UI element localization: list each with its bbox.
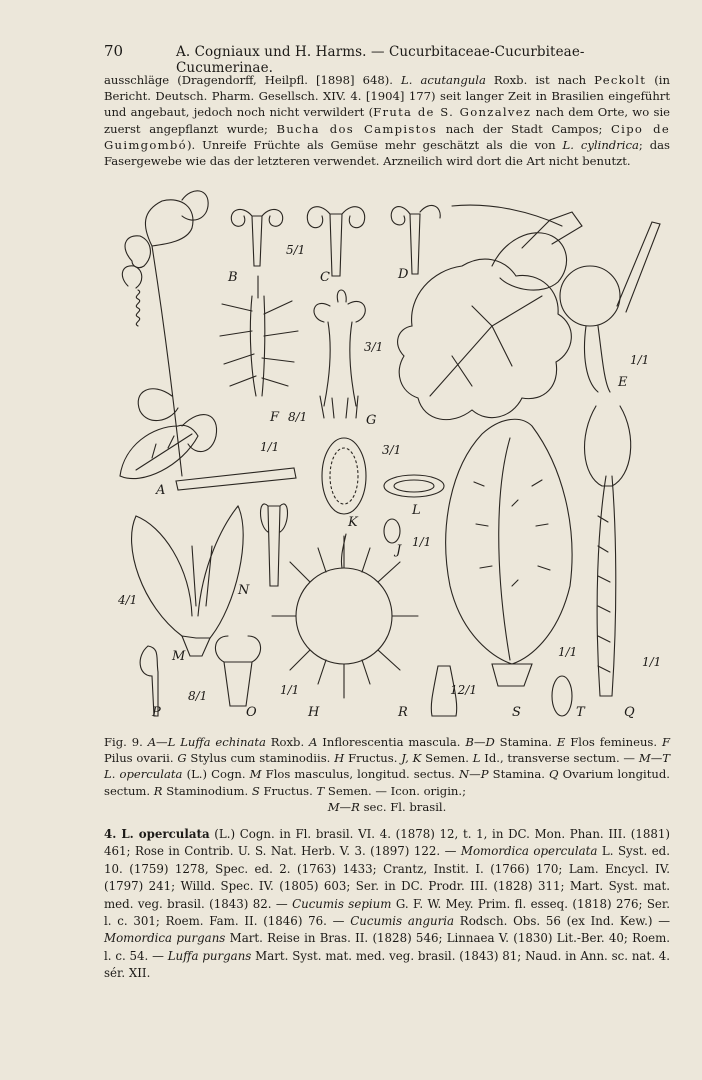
label-g: G xyxy=(366,413,377,428)
caption-letter: H xyxy=(334,751,345,766)
figure-g-stylus xyxy=(314,290,365,418)
scale-m: 4/1 xyxy=(118,593,138,607)
label-t: T xyxy=(576,705,585,720)
scale-op: 8/1 xyxy=(188,689,208,703)
caption-text: Staminodium. xyxy=(162,783,252,798)
synonym-name: Cucumis anguria xyxy=(350,914,455,929)
intro-text: Roxb. ist nach xyxy=(485,73,595,87)
scale-g: 3/1 xyxy=(364,340,384,354)
figure-f-pilus xyxy=(220,276,298,396)
figure-n-stamen xyxy=(261,504,288,586)
vernacular-name: Fruta de S. Gonzalvez xyxy=(373,105,532,120)
figure-j-seed xyxy=(384,519,400,543)
scale-q: 1/1 xyxy=(642,655,662,669)
species-entry xyxy=(104,826,670,983)
caption-letter: G xyxy=(177,751,187,766)
label-m: M xyxy=(172,649,186,664)
caption-letter: R xyxy=(153,783,163,798)
intro-paragraph xyxy=(104,72,670,169)
caption-letter: M—R xyxy=(327,799,360,814)
caption-text: Stamina. xyxy=(494,735,557,749)
page-number: 70 xyxy=(104,42,124,60)
caption-text: Fructus. xyxy=(259,783,317,798)
vernacular-name: Bucha dos Campistos xyxy=(276,121,438,136)
caption-text: Stylus cum staminodiis. xyxy=(186,751,335,766)
caption-letter: S xyxy=(251,783,260,798)
intro-text: ). Unreife Früchte als Gemüse mehr geschätzt als die von xyxy=(186,137,563,152)
label-h: H xyxy=(308,705,320,720)
entry-text: Mart. Reise in Bras. II. (1828) 546; Linnaea V. (1830) Lit.-Ber. 40; Roem. l. c. 54. — xyxy=(104,931,670,963)
label-n: N xyxy=(238,583,250,598)
species-heading: 4. L. operculata xyxy=(104,827,210,841)
caption-text: Id., transverse sectum. — xyxy=(480,751,639,766)
caption-letter: A xyxy=(309,735,318,749)
botanical-plate xyxy=(112,186,672,726)
label-c: C xyxy=(320,270,330,285)
entry-text: G. F. W. Mey. Prim. fl. esseq. (1818) 276; Ser. l. c. 301; Roem. Fam. II. (1846) 76. — xyxy=(104,896,670,929)
label-b: B xyxy=(228,270,238,285)
caption-text: Roxb. xyxy=(265,735,310,749)
intro-text: nach dem Orte, wo sie zuerst angepflanzt wurde; xyxy=(104,105,671,136)
caption-text: Semen. xyxy=(421,751,473,766)
figure-q-ovary xyxy=(585,406,631,696)
entry-text: Rodsch. Obs. 56 (ex Ind. Kew.) — xyxy=(454,914,671,929)
intro-text: ausschläge (Dragendorff, Heilpfl. [1898] 648). xyxy=(104,73,402,87)
entry-text: (L.) Cogn. in Fl. brasil. VI. 4. (1878) 12, t. 1, in DC. Mon. Phan. III. (1881) 461; Rose in Contrib. U. S. Nat. Herb. V. 3. (1897) 122. — xyxy=(104,827,670,859)
caption-text: (L.) Cogn. xyxy=(182,767,250,782)
caption-text: Pilus ovarii. xyxy=(104,751,178,766)
caption-text: Inflorescentia mascula. xyxy=(317,735,466,749)
intro-text: (in Bericht. Deutsch. Pharm. Gesellsch. XIV. 4. [1904] 177) seit langer Zeit in Brasilien eingeführt und angebaut, jedoch noch nicht verwildert ( xyxy=(104,73,670,120)
caption-letter: N—P xyxy=(458,767,489,782)
scale-r: 12/1 xyxy=(450,683,477,697)
caption-taxon: M—T L. operculata xyxy=(104,751,671,782)
running-title: A. Cogniaux und H. Harms. — Cucurbitaceae-Cucurbiteae-Cucumerinae. xyxy=(176,44,585,76)
synonym-name: Cucumis sepium xyxy=(292,896,392,911)
caption-letter: M xyxy=(249,767,262,782)
figure-caption xyxy=(104,734,670,815)
scale-f: 8/1 xyxy=(288,410,308,424)
scale-j: 1/1 xyxy=(412,535,432,549)
label-a: A xyxy=(156,483,166,498)
caption-letter: B—D xyxy=(465,735,495,749)
caption-letter: L xyxy=(472,751,481,766)
caption-letter: F xyxy=(661,735,670,749)
caption-text: Flos masculus, longitud. sectus. xyxy=(261,767,459,782)
figure-l-seed-section xyxy=(384,475,444,497)
intro-text: nach der Stadt Campos; xyxy=(437,121,612,136)
caption-text: Fig. 9. xyxy=(104,735,148,749)
label-o: O xyxy=(246,705,257,720)
caption-text: Stamina. xyxy=(488,767,550,782)
intro-text: ; das Fasergewebe wie das der letzteren verwendet. Arzneilich wird dort die Art nicht benutzt. xyxy=(104,137,671,169)
caption-letter: J, K xyxy=(401,751,422,766)
scale-h: 1/1 xyxy=(280,683,300,697)
vernacular-name: Cipo de Guimgombó xyxy=(104,121,670,152)
figure-op-stamens xyxy=(140,636,260,716)
figure-h-fruit xyxy=(272,534,418,698)
entry-text: L. Syst. ed. 10. (1759) 1278, Spec. ed. 2. (1763) 1433; Crantz, Instit. I. (1766) 170; Lam. Encycl. IV. (1797) 241; Willd. Spec. IV. (1805) 603; Ser. in DC. Prodr. III. (1828) 311; Mart. Syst. mat. med. veg. brasil. (1843) 82. — xyxy=(104,844,670,911)
label-f: F xyxy=(270,410,280,425)
figure-t-seed xyxy=(552,676,572,716)
label-d: D xyxy=(398,267,409,282)
label-l: L xyxy=(412,503,421,518)
caption-text: Fructus. xyxy=(344,751,402,766)
caption-text: sec. Fl. brasil. xyxy=(359,799,447,814)
scale-s: 1/1 xyxy=(558,645,578,659)
scale-e: 1/1 xyxy=(630,353,650,367)
caption-text: Flos femineus. xyxy=(565,735,662,749)
caption-letter: Q xyxy=(549,767,559,782)
label-p: P xyxy=(152,705,161,720)
caption-letter: T xyxy=(316,783,325,798)
entry-text: Mart. Syst. mat. med. veg. brasil. (1843) 81; Naud. in Ann. sc. nat. 4. sér. XII. xyxy=(104,948,671,981)
plate-labels xyxy=(117,243,661,720)
scale-a: 1/1 xyxy=(260,440,280,454)
label-s: S xyxy=(512,705,521,720)
label-r: R xyxy=(398,705,408,720)
figure-k-seed xyxy=(322,438,366,514)
author-name: Peckolt xyxy=(594,73,647,87)
caption-text: Ovarium longitud. sectum. xyxy=(104,767,670,798)
scale-kl: 3/1 xyxy=(382,443,402,457)
label-e: E xyxy=(618,375,628,390)
label-j: J xyxy=(396,543,402,558)
synonym-name: Momordica purgans xyxy=(104,931,226,946)
species-name: L. cylindrica xyxy=(562,137,639,152)
caption-letter: E xyxy=(556,735,566,749)
scale-bcd: 5/1 xyxy=(286,243,306,257)
species-name: L. acutangula xyxy=(401,73,486,87)
figure-s-fruit xyxy=(446,419,572,686)
caption-text: Semen. — Icon. origin.; xyxy=(324,783,466,798)
synonym-name: Momordica operculata xyxy=(460,844,598,859)
figure-m-male-flower xyxy=(132,506,244,656)
synonym-name: Luffa purgans xyxy=(167,948,252,963)
figure-bcd-stamens xyxy=(231,205,440,276)
label-k: K xyxy=(348,515,358,530)
plate-illustration xyxy=(112,186,672,726)
label-q: Q xyxy=(624,705,635,720)
caption-taxon: A—L Luffa echinata xyxy=(147,735,266,749)
